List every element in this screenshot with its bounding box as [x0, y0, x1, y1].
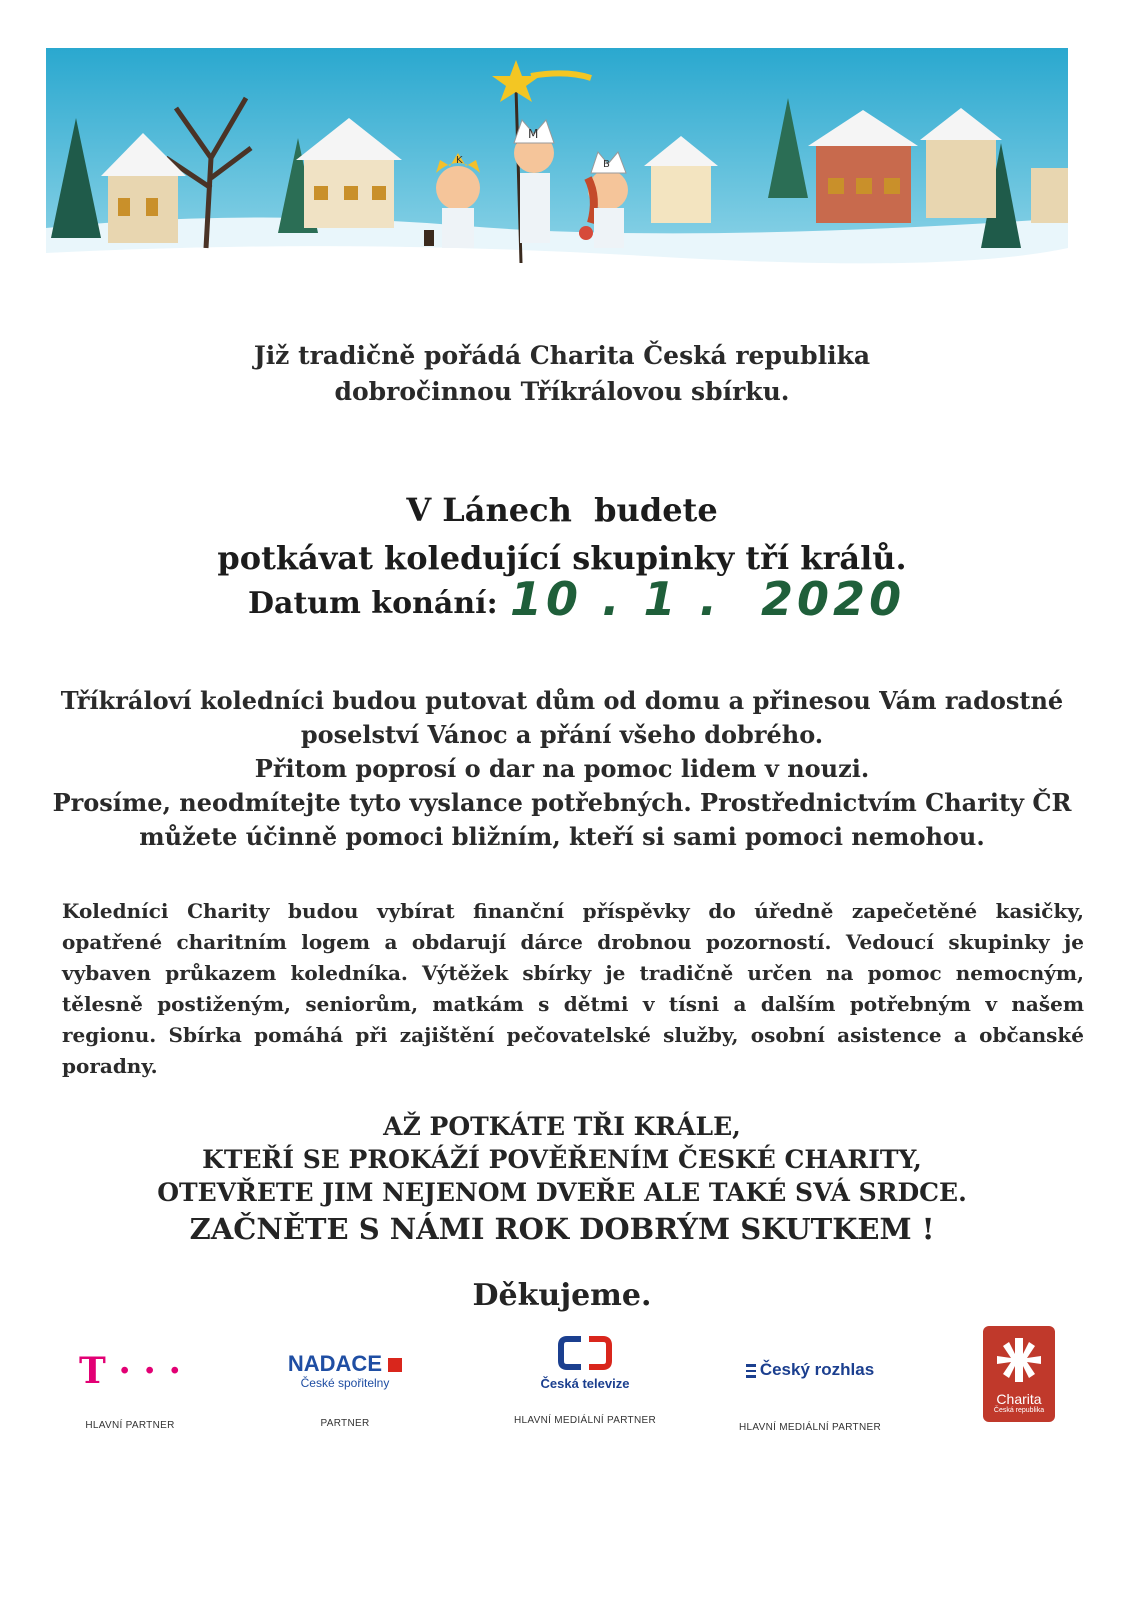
- telekom-t-logo: T · · ·: [79, 1350, 181, 1392]
- appeal-line-4: ZAČNĚTE S NÁMI ROK DOBRÝM SKUTKEM !: [189, 1212, 935, 1246]
- appeal-block: [0, 1110, 1124, 1249]
- main-paragraph: [0, 684, 1124, 854]
- charita-cross-icon: [993, 1334, 1045, 1386]
- partner-telekom: [70, 1350, 190, 1431]
- svg-text:M: M: [528, 127, 539, 141]
- paragraph-line: poselství Vánoc a přání všeho dobrého.: [300, 720, 824, 749]
- headline-line-1: V Lánech budete: [406, 491, 718, 529]
- headline-line-2: potkávat koledující skupinky tří králů.: [217, 539, 907, 577]
- svg-text:B: B: [603, 159, 610, 170]
- svg-text:K: K: [456, 155, 463, 166]
- paragraph-line: Přitom poprosí o dar na pomoc lidem v nouzi.: [254, 754, 870, 783]
- paragraph-line: Tříkráloví koledníci budou putovat dům od domu a přinesou Vám radostné: [60, 686, 1064, 715]
- intro-line-2: dobročinnou Tříkrálovou sbírku.: [334, 377, 790, 406]
- cesky-rozhlas-logo: Český rozhlas: [725, 1360, 895, 1400]
- detail-paragraph: Koledníci Charity budou vybírat finanční příspěvky do úředně zapečetěné kasičky, opatřené charitním logem a obdarují dárce drobnou pozorností. Vedoucí skupinky je vybaven průkazem koledníka. Výtěžek sbírky je tradičně určen na pomoc nemocným, tělesně postiženým, seniorům, matkám s dětmi v tísni a dalším potřebným v našem regionu. Sbírka pomáhá při zajištění pečovatelské služby, osobní asistence a občanské poradny.: [62, 899, 1084, 1078]
- partner-nadace: [270, 1352, 420, 1429]
- partner-ceska-televize: [500, 1335, 670, 1426]
- charita-cross-logo: Charita Česká republika: [983, 1326, 1055, 1414]
- date-label: Datum konání:: [248, 586, 498, 621]
- partner-label: PARTNER: [320, 1418, 370, 1429]
- appeal-line-3: OTEVŘETE JIM NEJENOM DVEŘE ALE TAKÉ SVÁ SRDCE.: [157, 1178, 967, 1207]
- thanks-text: Děkujeme.: [472, 1278, 652, 1313]
- intro-line-1: Již tradičně pořádá Charita Česká republika: [253, 341, 871, 370]
- ceska-televize-logo: Česká televize: [500, 1335, 670, 1399]
- partner-label: HLAVNÍ PARTNER: [85, 1420, 175, 1431]
- nadace-mark-icon: [388, 1358, 402, 1372]
- headline: [0, 486, 1124, 582]
- nadace-cs-logo: NADACE České spořitelny: [270, 1352, 420, 1398]
- paragraph-line: můžete účinně pomoci bližním, kteří si sami pomoci nemohou.: [139, 822, 985, 851]
- king-m: [514, 120, 554, 243]
- partner-charita: [983, 1326, 1055, 1422]
- three-kings-illustration: [46, 48, 1068, 288]
- partner-label: HLAVNÍ MEDIÁLNÍ PARTNER: [739, 1422, 881, 1433]
- partner-label: HLAVNÍ MEDIÁLNÍ PARTNER: [514, 1415, 656, 1426]
- appeal-line-1: AŽ POTKÁTE TŘI KRÁLE,: [383, 1112, 741, 1141]
- partner-cesky-rozhlas: [725, 1360, 895, 1433]
- rozhlas-bars-icon: [746, 1364, 756, 1378]
- ct-mark-icon: [557, 1335, 613, 1371]
- winter-village-banner: [46, 48, 1068, 288]
- paragraph-line: Prosíme, neodmítejte tyto vyslance potřebných. Prostřednictvím Charity ČR: [52, 788, 1072, 817]
- appeal-line-2: KTEŘÍ SE PROKÁŽÍ POVĚŘENÍM ČESKÉ CHARITY,: [202, 1145, 922, 1174]
- date-handwritten-value: 10 . 1 . 2020: [510, 572, 906, 626]
- intro-text: [0, 338, 1124, 410]
